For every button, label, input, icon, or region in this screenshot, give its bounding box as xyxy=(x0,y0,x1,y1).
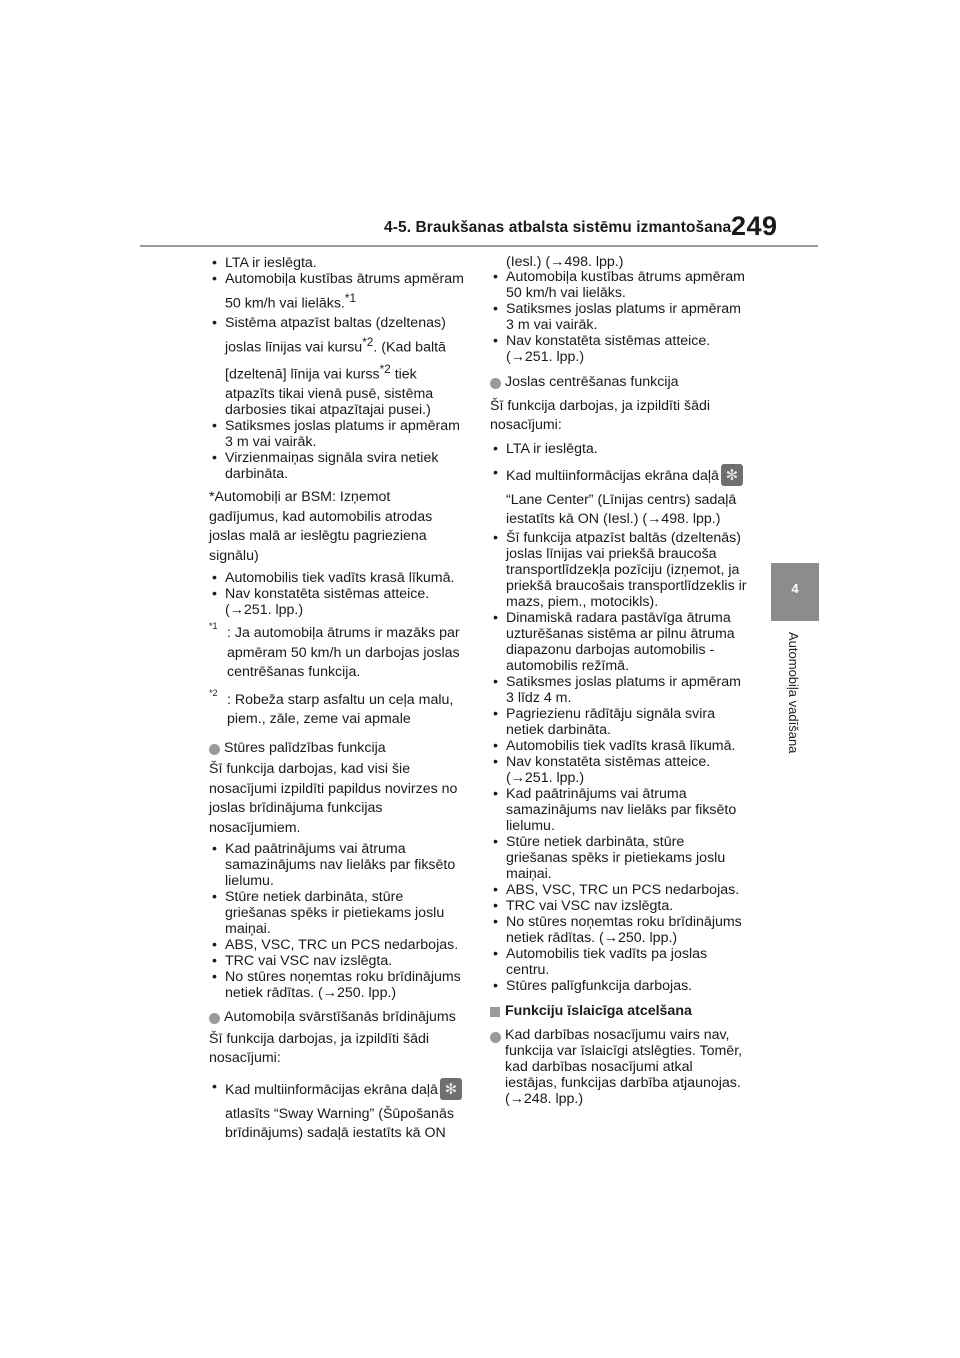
section-heading: Stūres palīdzības funkcija xyxy=(209,739,471,759)
left-column xyxy=(209,255,471,1144)
paragraph: Šī funkcija darbojas, ja izpildīti šādi nosacījumi: xyxy=(490,397,711,433)
paragraph: *Automobiļi ar BSM: Izņemot gadījumus, kad automobilis atrodas joslas malā ar ieslēgtu pagrieziena signālu) xyxy=(209,489,433,564)
chapter-label: Automobiļa vadīšana xyxy=(786,632,801,754)
gear-icon xyxy=(440,1078,462,1100)
list-item: • Satiksmes joslas platums ir apmēram 3 līdz 4 m. xyxy=(490,674,752,706)
list-item: • Stūre netiek darbināta, stūre griešanas spēks ir pietiekams joslu maiņai. xyxy=(209,889,471,937)
list-item: • Pagriezienu rādītāju signāla svira netiek darbināta. xyxy=(490,706,752,738)
section-heading: Automobiļa svārstīšanās brīdinājums xyxy=(209,1008,471,1028)
list-item: • LTA ir ieslēgta. xyxy=(209,255,471,271)
footnote: *1 : Ja automobiļa ātrums ir mazāks par apmēram 50 km/h un darbojas joslas centrēšanas funkcija. xyxy=(209,621,460,681)
info-paragraph: Kad darbības nosacījumu vairs nav, funkcija var īslaicīgi atslēgties. Tomēr, kad darbības nosacījumi atkal iestājas, funkcijas darbība atjaunojas. (→248. lpp.) xyxy=(490,1027,752,1107)
list-item: • ABS, VSC, TRC un PCS nedarbojas. xyxy=(209,937,471,953)
right-column xyxy=(490,255,752,1107)
list-item: • Automobiļa kustības ātrums apmēram 50 km/h vai lielāks.$^{*1}$ xyxy=(209,271,471,315)
list-item: • Nav konstatēta sistēmas atteice. (→251. lpp.) xyxy=(490,754,752,786)
section-title: 4-5. Braukšanas atbalsta sistēmu izmantošana xyxy=(384,219,732,236)
list-item: • Kad multiinformācijas ekrāna daļā✻ atlasīts “Sway Warning” (Šūpošanās brīdinājums) sadaļā iestatīts kā ON xyxy=(209,1078,471,1144)
header-divider xyxy=(140,245,818,247)
chapter-number: 4 xyxy=(791,581,799,596)
list-item: • Automobiļa kustības ātrums apmēram 50 km/h vai lielāks. xyxy=(490,269,752,301)
list-item: • Virzienmaiņas signāla svira netiek darbināta. xyxy=(209,450,471,482)
list-item: • Stūres palīgfunkcija darbojas. xyxy=(490,978,752,994)
list-item: • Sistēma atpazīst baltas (dzeltenas) joslas līnijas vai kursu$^{*2}$. (Kad baltā [dzeltenā] līnija vai kurss$^{*2}$ tiek atpazīts tikai vienā pusē, sistēma darbosies tikai atpazītajai pusei.) xyxy=(209,315,471,418)
section-heading: Funkciju īslaicīga atcelšana xyxy=(490,1002,752,1022)
paragraph: (Iesl.) (→498. lpp.) xyxy=(506,254,624,270)
paragraph: Šī funkcija darbojas, ja izpildīti šādi nosacījumi: xyxy=(209,1030,430,1067)
list-item: • Kad paātrinājums vai ātruma samazinājums nav lielāks par fiksēto lielumu. xyxy=(490,786,752,834)
list-item: • Satiksmes joslas platums ir apmēram 3 m vai vairāk. xyxy=(490,301,752,333)
chapter-tab xyxy=(771,563,819,621)
list-item: • Nav konstatēta sistēmas atteice. (→251. lpp.) xyxy=(490,333,752,365)
list-item: • Šī funkcija atpazīst baltās (dzeltenās) joslas līnijas vai priekšā braucoša transportlīdzekļa pozīciju (izņemot, ja priekšā braucošais transportlīdzeklis ir mazs, piem., motocikls). xyxy=(490,530,752,610)
list-item: • Automobilis tiek vadīts krasā līkumā. xyxy=(209,570,471,586)
list-item: • No stūres noņemtas roku brīdinājums netiek rādītas. (→250. lpp.) xyxy=(209,969,471,1001)
footnote: *2 : Robeža starp asfaltu un ceļa malu, piem., zāle, zeme vai apmale xyxy=(209,687,454,728)
list-item: • Automobilis tiek vadīts krasā līkumā. xyxy=(490,738,752,754)
list-item: • Satiksmes joslas platums ir apmēram 3 m vai vairāk. xyxy=(209,418,471,450)
paragraph: Šī funkcija darbojas, kad visi šie nosacījumi izpildīti papildus novirzes no joslas brīdinājuma funkcijas nosacījumiem. xyxy=(209,761,458,836)
list-item: • ABS, VSC, TRC un PCS nedarbojas. xyxy=(490,882,752,898)
list-item: • Automobilis tiek vadīts pa joslas centru. xyxy=(490,946,752,978)
list-item: • LTA ir ieslēgta. xyxy=(490,441,752,457)
section-heading: Joslas centrēšanas funkcija xyxy=(490,373,752,393)
list-item: • Stūre netiek darbināta, stūre griešanas spēks ir pietiekams joslu maiņai. xyxy=(490,834,752,882)
list-item: • Nav konstatēta sistēmas atteice. (→251. lpp.) xyxy=(209,586,471,618)
list-item: • TRC vai VSC nav izslēgta. xyxy=(490,898,752,914)
list-item: • Kad paātrinājums vai ātruma samazinājums nav lielāks par fiksēto lielumu. xyxy=(209,841,471,889)
list-item: • Dinamiskā radara pastāvīga ātruma uzturēšanas sistēma ar pilnu ātruma diapazonu darbojas automobilis - automobilis režīmā. xyxy=(490,610,752,674)
list-item: • Kad multiinformācijas ekrāna daļā✻ “Lane Center” (Līnijas centrs) sadaļā iestatīts kā ON (Iesl.) (→498. lpp.) xyxy=(490,464,752,530)
list-item: • No stūres noņemtas roku brīdinājums netiek rādītas. (→250. lpp.) xyxy=(490,914,752,946)
page-number: 249 xyxy=(731,211,778,241)
list-item: • TRC vai VSC nav izslēgta. xyxy=(209,953,471,969)
gear-icon xyxy=(721,464,743,486)
